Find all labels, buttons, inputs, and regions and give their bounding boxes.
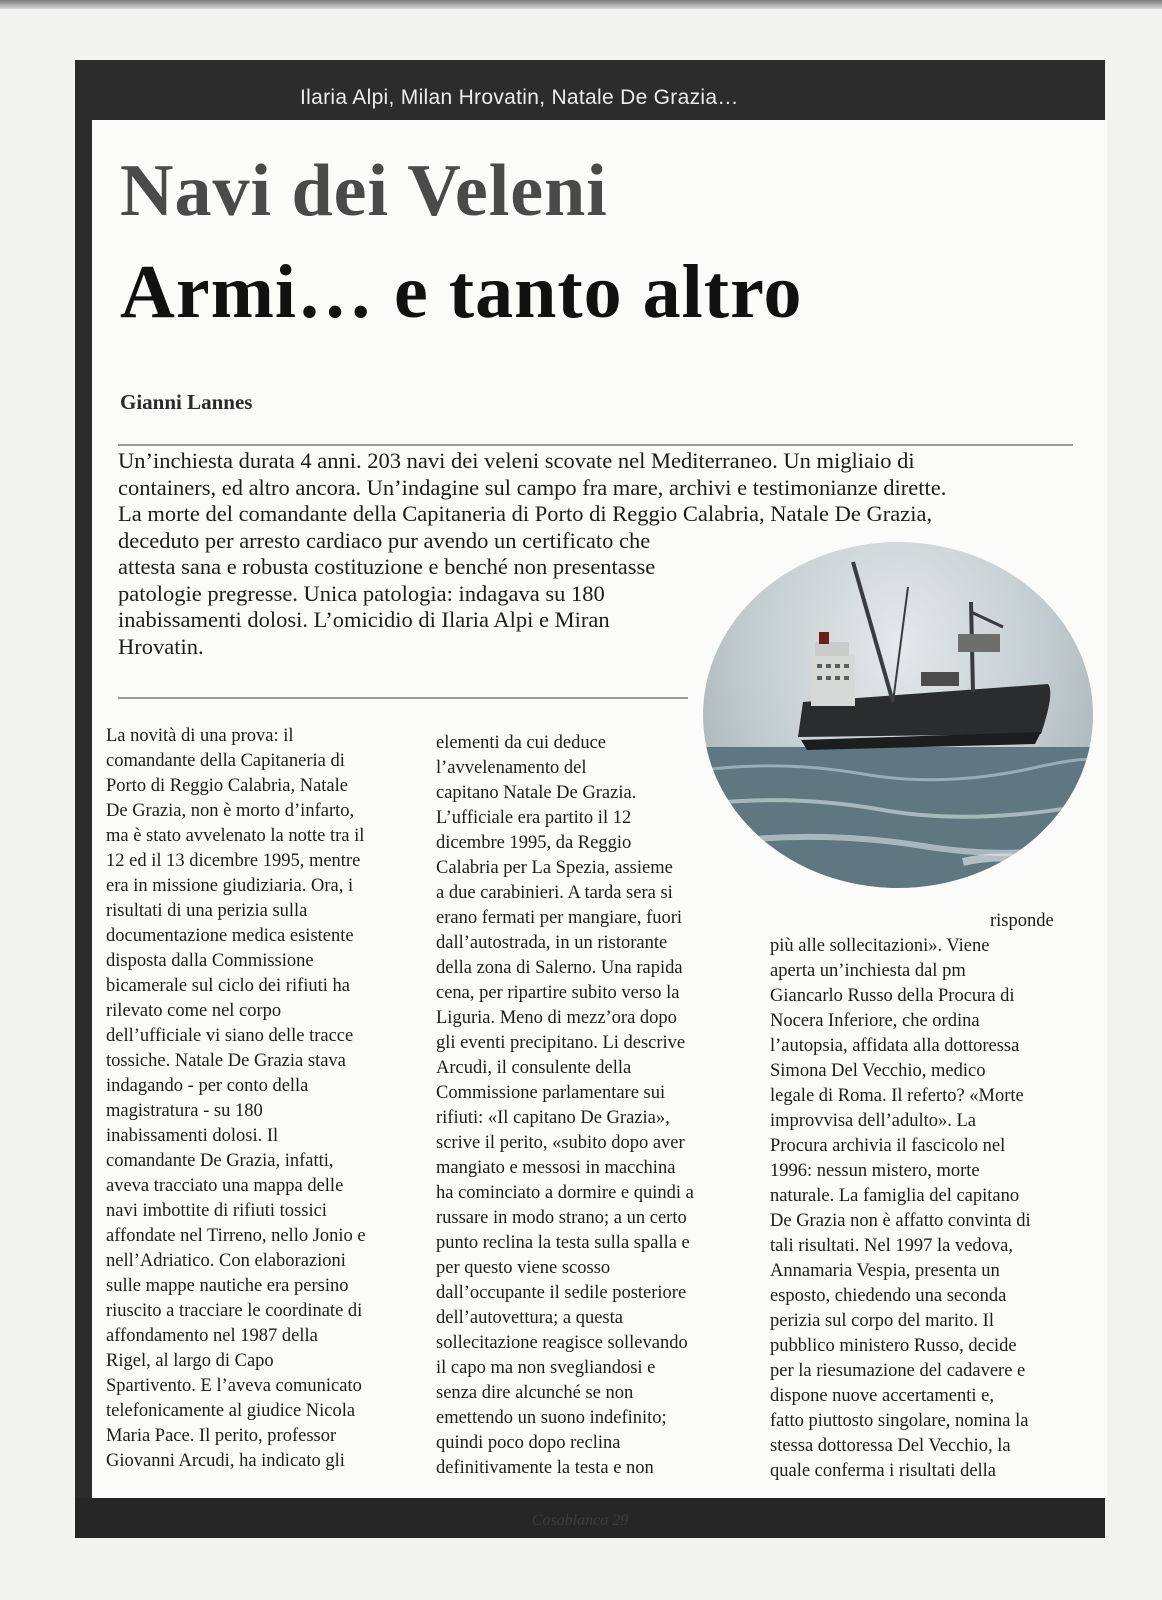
body-line: telefonicamente al giudice Nicola [106, 1401, 356, 1421]
body-line: fatto piuttosto singolare, nomina la [770, 1411, 1029, 1431]
body-line: era in missione giudiziaria. Ora, i [106, 876, 354, 896]
body-line: Giovanni Arcudi, ha indicato gli [106, 1451, 345, 1471]
body-line: tossiche. Natale De Grazia stava [106, 1051, 346, 1071]
article-column-2 [436, 731, 756, 1481]
body-line: dall’occupante il sedile posteriore [436, 1283, 687, 1303]
standfirst-line: deceduto per arresto cardiaco pur avendo un certificato che [118, 527, 651, 553]
body-line: l’autopsia, affidata alla dottoressa [770, 1036, 1020, 1056]
standfirst-line: La morte del comandante della Capitaneria di Porto di Reggio Calabria, Natale De Grazia, [118, 501, 933, 526]
body-line: Giancarlo Russo della Procura di [770, 986, 1015, 1006]
ship-illustration [703, 542, 1093, 888]
body-line: 1996: nessun mistero, morte [770, 1161, 980, 1181]
body-line: rifiuti: «Il capitano De Grazia», [436, 1108, 670, 1128]
body-line: senza dire alcunché se non [436, 1383, 634, 1403]
body-line: quale conferma i risultati della [770, 1461, 997, 1481]
body-line: Arcudi, il consulente della [436, 1058, 632, 1078]
body-line: aperta un’inchiesta dal pm [770, 961, 966, 981]
body-line: mangiato e messosi in macchina [436, 1158, 676, 1178]
body-line: documentazione medica esistente [106, 926, 354, 946]
body-line: Rigel, al largo di Capo [106, 1351, 274, 1371]
body-line: De Grazia non è affatto convinta di [770, 1211, 1031, 1231]
body-line: della zona di Salerno. Una rapida [436, 958, 683, 978]
article-column-1 [106, 724, 426, 1474]
body-line: quindi poco dopo reclina [436, 1433, 621, 1453]
body-line: dall’autostrada, in un ristorante [436, 933, 668, 953]
body-line: Nocera Inferiore, che ordina [770, 1011, 980, 1031]
standfirst-line: containers, ed altro ancora. Un’indagine sul campo fra mare, archivi e testimonianze dirette. [118, 474, 947, 500]
body-line: Liguria. Meno di mezz’ora dopo [436, 1008, 677, 1028]
standfirst-line: Un’inchiesta durata 4 anni. 203 navi dei veleni scovate nel Mediterraneo. Un migliaio di [118, 448, 915, 473]
body-line: Porto di Reggio Calabria, Natale [106, 776, 348, 796]
body-line: emettendo un suono indefinito; [436, 1408, 667, 1428]
standfirst-line: inabissamenti dolosi. L’omicidio di Ilaria Alpi e Miran [118, 607, 610, 632]
body-line: sollecitazione reagisce sollevando [436, 1333, 688, 1353]
divider-rule [118, 444, 1073, 446]
body-line: gli eventi precipitano. Li descrive [436, 1033, 686, 1053]
body-line: elementi da cui deduce [436, 733, 607, 753]
standfirst-line: patologie pregresse. Unica patologia: indagava su 180 [118, 580, 605, 606]
author-byline: Gianni Lannes [120, 390, 253, 414]
body-line: L’ufficiale era partito il 12 [436, 808, 632, 828]
body-line: bicamerale sul ciclo dei rifiuti ha [106, 976, 350, 996]
ship-photo [703, 542, 1093, 888]
body-line: più alle sollecitazioni». Viene [770, 936, 990, 956]
body-line: scrive il perito, «subito dopo aver [436, 1133, 685, 1153]
body-line: 12 ed il 13 dicembre 1995, mentre [106, 851, 361, 871]
body-line: dispone nuove accertamenti e, [770, 1386, 994, 1406]
body-line: Procura archivia il fascicolo nel [770, 1136, 1006, 1156]
body-line: cena, per ripartire subito verso la [436, 983, 680, 1003]
body-line: erano fermati per mangiare, fuori [436, 908, 683, 928]
body-line: magistratura - su 180 [106, 1101, 263, 1121]
page-folio: Casablanca 29 [531, 1512, 629, 1529]
body-line: comandante della Capitaneria di [106, 751, 345, 771]
body-line: nell’Adriatico. Con elaborazioni [106, 1251, 346, 1271]
body-line: comandante De Grazia, infatti, [106, 1151, 334, 1171]
body-line: dell’autovettura; a questa [436, 1308, 623, 1328]
body-line: De Grazia, non è morto d’infarto, [106, 801, 355, 821]
body-line: Spartivento. E l’aveva comunicato [106, 1376, 362, 1396]
body-line: La novità di una prova: il [106, 726, 294, 746]
body-line: improvvisa dell’adulto». La [770, 1111, 977, 1131]
body-line: legale di Roma. Il referto? «Morte [770, 1086, 1024, 1106]
divider-rule [118, 697, 688, 699]
article-column-3 [770, 909, 1090, 1484]
body-line: disposta dalla Commissione [106, 951, 314, 971]
body-line: ha cominciato a dormire e quindi a [436, 1183, 694, 1203]
body-line: dicembre 1995, da Reggio [436, 833, 632, 853]
body-line: riuscito a tracciare le coordinate di [106, 1301, 363, 1321]
body-line: l’avvelenamento del [436, 758, 587, 778]
body-line: russare in modo strano; a un certo [436, 1208, 687, 1228]
body-line: navi imbottite di rifiuti tossici [106, 1201, 327, 1221]
body-line: tali risultati. Nel 1997 la vedova, [770, 1236, 1014, 1256]
body-line: dell’ufficiale vi siano delle tracce [106, 1026, 354, 1046]
body-line: a due carabinieri. A tarda sera si [436, 883, 673, 903]
body-line: Calabria per La Spezia, assieme [436, 858, 673, 878]
body-line: sulle mappe nautiche era persino [106, 1276, 349, 1296]
body-line: per questo viene scosso [436, 1258, 611, 1278]
body-line: aveva tracciato una mappa delle [106, 1176, 344, 1196]
body-line: per la riesumazione del cadavere e [770, 1361, 1026, 1381]
body-line: affondamento nel 1987 della [106, 1326, 318, 1346]
body-line: affondate nel Tirreno, nello Jonio e [106, 1226, 366, 1246]
body-line: perizia sul corpo del marito. Il [770, 1311, 994, 1331]
body-line: rilevato come nel corpo [106, 1001, 282, 1021]
kicker: Ilaria Alpi, Milan Hrovatin, Natale De Grazia… [300, 86, 739, 109]
body-line: punto reclina la testa sulla spalla e [436, 1233, 690, 1253]
body-line: inabissamenti dolosi. Il [106, 1126, 279, 1146]
standfirst-line: attesta sana e robusta costituzione e benché non presentasse [118, 554, 656, 579]
body-line: esposto, chiedendo una seconda [770, 1286, 1007, 1306]
standfirst-line: Hrovatin. [118, 633, 204, 659]
body-line: risultati di una perizia sulla [106, 901, 308, 921]
body-line: risponde [990, 911, 1054, 931]
body-line: capitano Natale De Grazia. [436, 783, 637, 803]
body-line: naturale. La famiglia del capitano [770, 1186, 1020, 1206]
body-line: Maria Pace. Il perito, professor [106, 1426, 337, 1446]
body-line: Simona Del Vecchio, medico [770, 1061, 986, 1081]
body-line: pubblico ministero Russo, decide [770, 1336, 1017, 1356]
body-line: Annamaria Vespia, presenta un [770, 1261, 1000, 1281]
body-line: Commissione parlamentare sui [436, 1083, 666, 1103]
body-line: indagando - per conto della [106, 1076, 309, 1096]
headline-line-1: Navi dei Veleni [120, 150, 608, 232]
body-line: ma è stato avvelenato la notte tra il [106, 826, 365, 846]
body-line: stessa dottoressa Del Vecchio, la [770, 1436, 1011, 1456]
body-line: il capo ma non svegliandosi e [436, 1358, 656, 1378]
scan-edge [0, 0, 1162, 9]
headline-line-2: Armi… e tanto altro [120, 250, 803, 334]
body-line: definitivamente la testa e non [436, 1458, 654, 1478]
